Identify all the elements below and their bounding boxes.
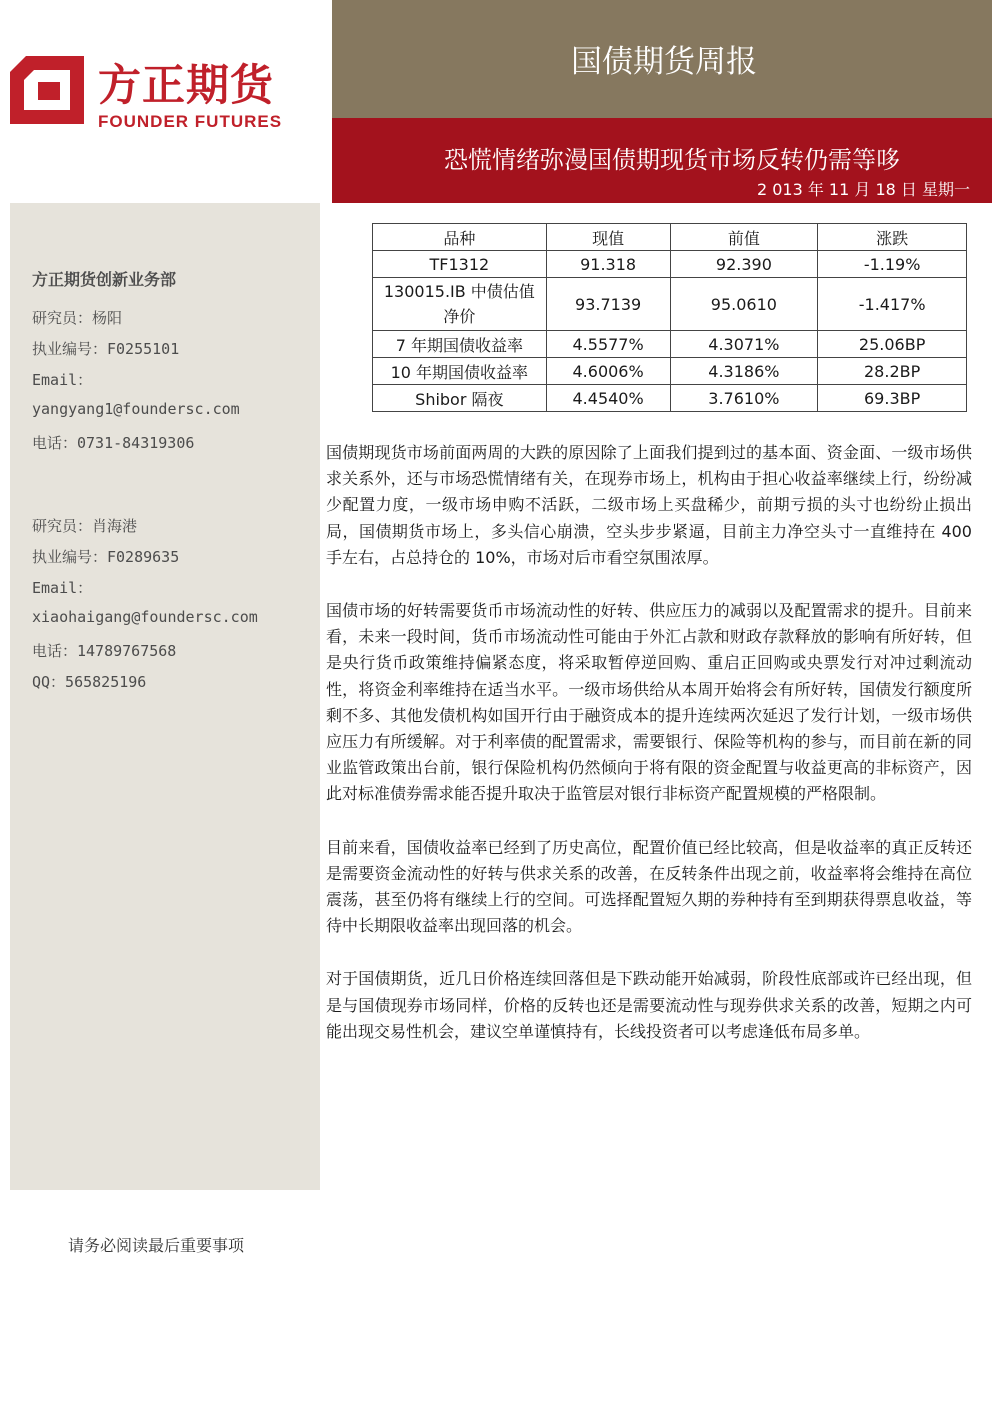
founder-logo-icon (8, 54, 86, 126)
cell-previous: 92.390 (670, 251, 818, 278)
cell-previous: 4.3186% (670, 358, 818, 385)
cell-current: 4.6006% (546, 358, 670, 385)
cell-name: TF1312 (373, 251, 547, 278)
body-paragraph: 对于国债期货，近几日价格连续回落但是下跌动能开始减弱，阶段性底部或许已经出现，但是与国债现券市场同样，价格的反转也还是需要流动性与现券供求关系的改善，短期之内可能出现交易性机会，建议空单谨慎持有，长线投资者可以考虑逢低布局多单。 (326, 969, 972, 1041)
researcher2-license: 执业编号：F0289635 (32, 548, 180, 566)
cell-previous: 3.7610% (670, 385, 818, 412)
cell-name: 7 年期国债收益率 (373, 331, 547, 358)
cell-change: -1.19% (818, 251, 967, 278)
researcher1-phone: 电话：0731-84319306 (32, 434, 195, 452)
header-band-bottom (332, 118, 992, 203)
cell-current: 93.7139 (546, 278, 670, 331)
body-paragraph: 目前来看，国债收益率已经到了历史高位，配置价值已经比较高，但是收益率的真正反转还是需要资金流动性的好转与供求关系的改善，在反转条件出现之前，收益率将会维持在高位震荡，甚至仍将有继续上行的空间。可选择配置短久期的券种持有至到期获得票息收益，等待中长期限收益率出现回落的机会。 (326, 837, 972, 936)
researcher1-email[interactable]: yangyang1@foundersc.com (32, 400, 240, 418)
body-paragraph: 国债市场的好转需要货币市场流动性的好转、供应压力的减弱以及配置需求的提升。目前来看，未来一段时间，货币市场流动性可能由于外汇占款和财政存款释放的影响有所好转，但是央行货币政策维持偏紧态度，将采取暂停逆回购、重启正回购或央票发行对冲过剩流动性，将资金利率维持在适当水平。一级市场供给从本周开始将会有所好转，国债发行额度所剩不多、其他发债机构如国开行由于融资成本的提升连续两次延迟了发行计划，一级市场供应压力有所缓解。对于利率债的配置需求，需要银行、保险等机构的参与，而目前在新的同业监管政策出台前，银行保险机构仍然倾向于将有限的资金配置与收益更高的非标资产，因此对标准债券需求能否提升取决于监管层对银行非标资产配置规模的严格限制。 (326, 601, 972, 804)
researcher2-email[interactable]: xiaohaigang@foundersc.com (32, 608, 258, 626)
cell-previous: 95.0610 (670, 278, 818, 331)
researcher2-email-label: Email： (32, 579, 93, 597)
header-change: 涨跌 (818, 224, 967, 251)
report-type-title: 国债期货周报 (571, 44, 757, 80)
header-band-top (332, 0, 992, 118)
table-row (373, 331, 967, 358)
report-headline: 恐慌情绪弥漫国债期现货市场反转仍需等哆 (444, 146, 900, 174)
researcher2-qq: QQ：565825196 (32, 673, 147, 691)
brand-name-cn: 方正期货 (98, 61, 274, 111)
researcher1-license: 执业编号：F0255101 (32, 340, 180, 358)
disclaimer-notice: 请务必阅读最后重要事项 (68, 1236, 245, 1255)
table-row (373, 278, 967, 331)
department-name: 方正期货创新业务部 (32, 270, 177, 289)
body-paragraph: 国债期现货市场前面两周的大跌的原因除了上面我们提到过的基本面、资金面、一级市场供求关系外，还与市场恐慌情绪有关，在现券市场上，机构由于担心收益率继续上行，纷纷减少配置力度，一级市场申购不活跃，二级市场上买盘稀少，前期亏损的头寸也纷纷止损出局，国债期货市场上，多头信心崩溃，空头步步紧逼，目前主力净空头寸一直维持在 400 手左右，占总持仓的 10%，市场对后市看空氛围浓厚。 (326, 443, 972, 567)
table-row (373, 385, 967, 412)
header-current: 现值 (546, 224, 670, 251)
cell-change: -1.417% (818, 278, 967, 331)
brand-logo (8, 52, 318, 142)
cell-current: 4.4540% (546, 385, 670, 412)
header-variety: 品种 (373, 224, 547, 251)
researcher2-phone: 电话：14789767568 (32, 642, 177, 660)
report-body (326, 440, 972, 1072)
brand-name-en: FOUNDER FUTURES (98, 112, 283, 131)
cell-change: 25.06BP (818, 331, 967, 358)
cell-name: Shibor 隔夜 (373, 385, 547, 412)
cell-change: 69.3BP (818, 385, 967, 412)
cell-name: 10 年期国债收益率 (373, 358, 547, 385)
author-sidebar (10, 203, 320, 1190)
cell-current: 4.5577% (546, 331, 670, 358)
header-previous: 前值 (670, 224, 818, 251)
table-header-row (373, 224, 967, 251)
researcher1-email-label: Email： (32, 371, 93, 389)
cell-previous: 4.3071% (670, 331, 818, 358)
researcher1-name: 研究员：杨阳 (32, 309, 123, 327)
table-row (373, 358, 967, 385)
market-data-table (372, 223, 967, 412)
cell-change: 28.2BP (818, 358, 967, 385)
report-date: 2 013 年 11 月 18 日 星期一 (756, 180, 970, 199)
table-row (373, 251, 967, 278)
researcher2-name: 研究员：肖海港 (32, 517, 138, 535)
cell-name: 130015.IB 中债估值净价 (373, 278, 547, 331)
cell-current: 91.318 (546, 251, 670, 278)
